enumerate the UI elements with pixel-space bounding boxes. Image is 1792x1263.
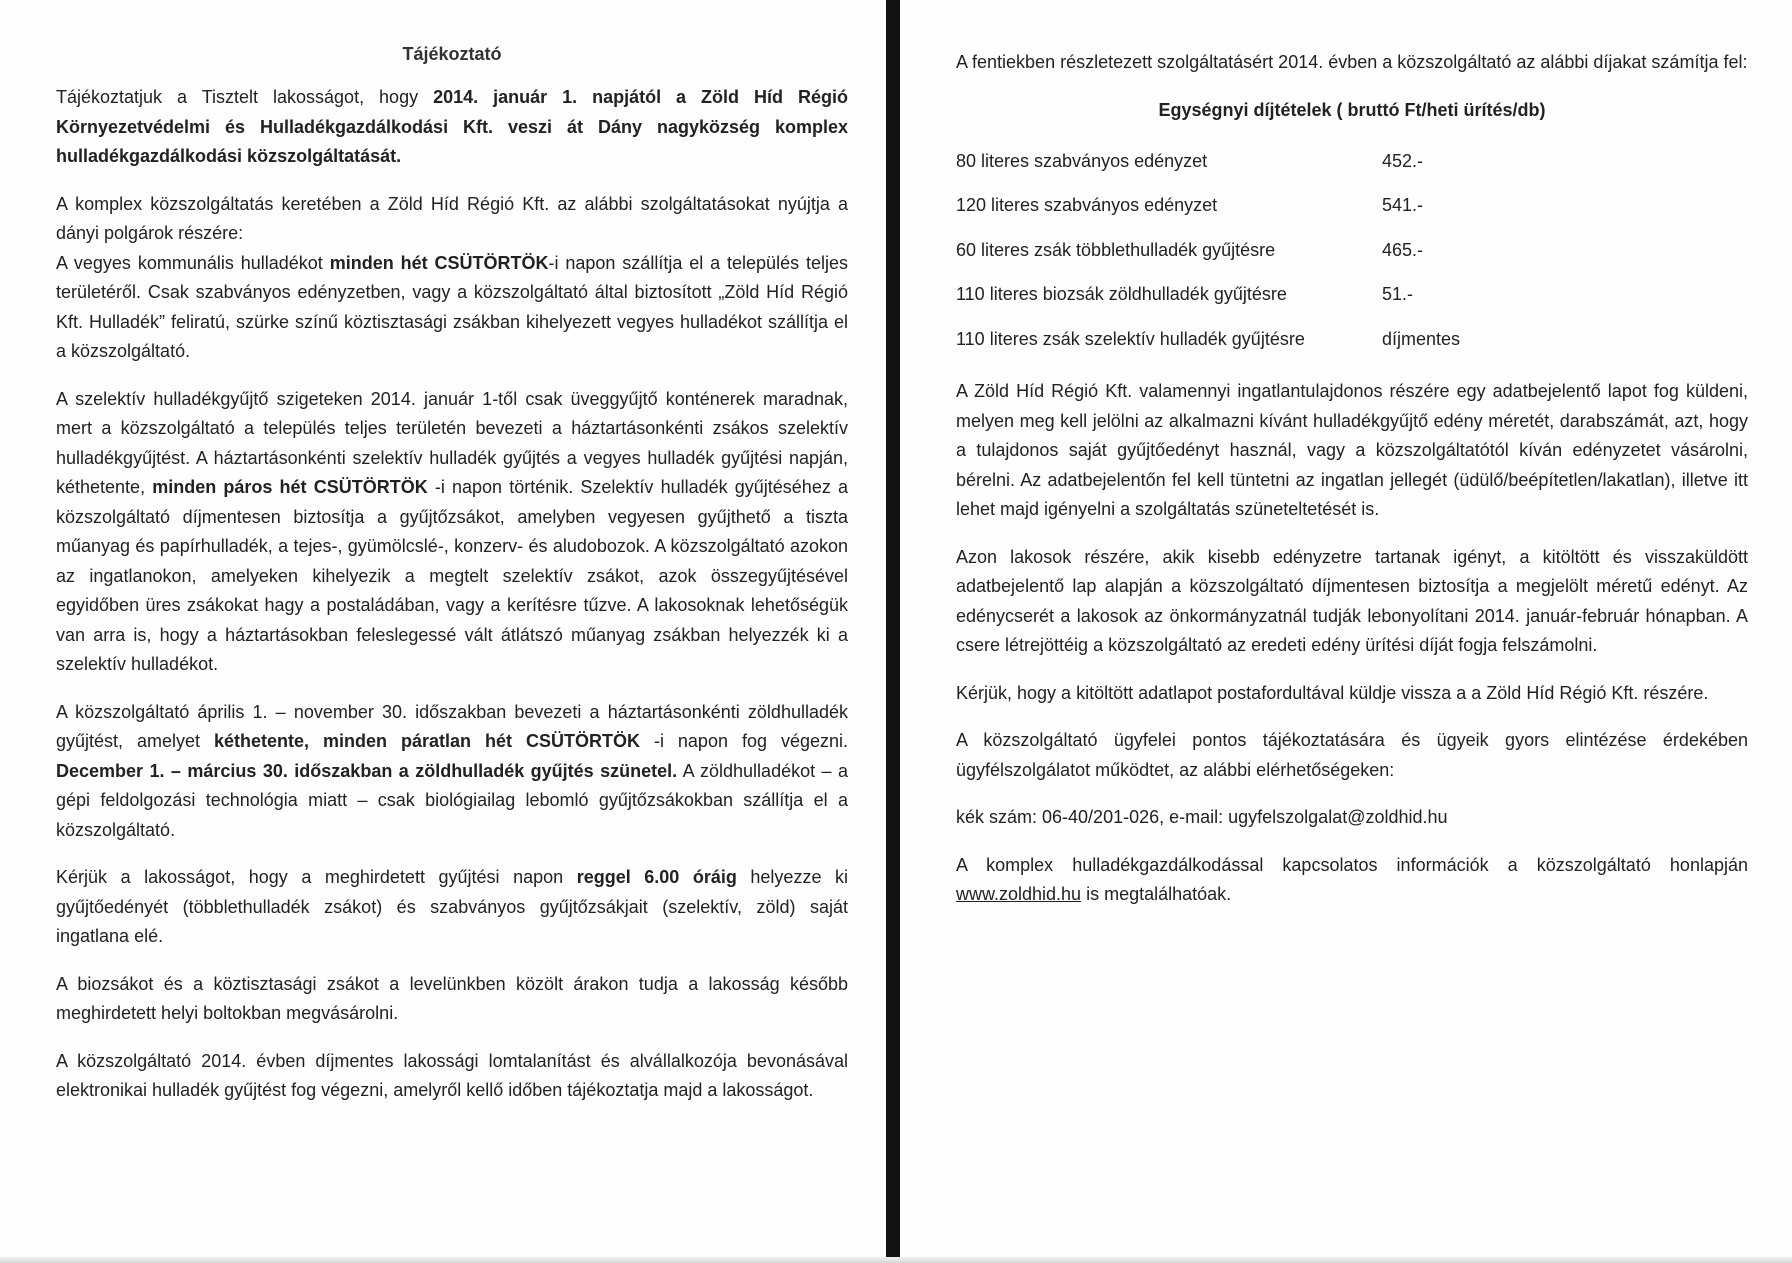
- scan-bottom-edge: [0, 1257, 1792, 1263]
- mixed-waste-paragraph: [56, 249, 848, 367]
- intro-paragraph: [56, 83, 848, 172]
- website-text-a: A komplex hulladékgazdálkodással kapcsolatos információk a közszolgáltató honlapján: [956, 854, 1748, 875]
- fees-intro-paragraph: A fentiekben részletezett szolgáltatásért 2014. évben a közszolgáltató az alábbi díjakat számítja fel:: [956, 52, 1748, 72]
- intro-text: Tájékoztatjuk a Tisztelt lakosságot, hogy: [56, 87, 434, 107]
- selective-day: minden páros hét CSÜTÖRTÖK: [152, 477, 428, 497]
- fee-table: [956, 139, 1748, 362]
- collection-time: reggel 6.00 óráig: [576, 867, 737, 887]
- collection-text-a: Kérjük a lakosságot, hogy a meghirdetett gyűjtési napon: [56, 867, 577, 887]
- page-divider: [886, 0, 900, 1263]
- selective-text-a: A szelektív hulladékgyűjtő szigeteken 2014. január 1-től csak üveggyűjtő konténerek maradnak, mert a közszolgáltató a település teljes területén bevezeti a háztartásonkénti zsákos szelektív hulladékgyűjtést. A háztartásonkénti szelektív hulladék gyűjtés a vegyes hulladék gyűjtési napján, kéthetente,: [56, 388, 848, 497]
- website-link[interactable]: www.zoldhid.hu: [956, 884, 1082, 904]
- fee-table-heading: Egységnyi díjtételek ( bruttó Ft/heti ürítés/db): [1158, 99, 1546, 120]
- fee-row: [956, 228, 1748, 273]
- fee-name: 110 literes zsák szelektív hulladék gyűjtésre: [956, 328, 1305, 349]
- fee-name: 120 literes szabványos edényzet: [956, 195, 1218, 215]
- customer-service-paragraph: A közszolgáltató ügyfelei pontos tájékoztatására és ügyeik gyors elintézése érdekében ügyfélszolgálatot működtet, az alábbi elérhetőségeken:: [956, 730, 1748, 780]
- return-form-paragraph: Kérjük, hogy a kitöltött adatlapot postafordultával küldje vissza a a Zöld Híd Régió Kft. részére.: [956, 682, 1709, 703]
- fee-price: díjmentes: [1382, 328, 1461, 349]
- document-title: Tájékoztató: [402, 44, 502, 64]
- mixed-waste-text-a: A vegyes kommunális hulladékot: [56, 252, 330, 273]
- fee-row: [956, 139, 1748, 184]
- selective-waste-paragraph: [56, 385, 848, 680]
- green-day: kéthetente, minden páratlan hét CSÜTÖRTÖK: [214, 731, 640, 751]
- fee-price: 452.-: [1382, 150, 1424, 171]
- selective-text-c: -i napon történik. Szelektív hulladék gyűjtéséhez a közszolgáltató díjmentesen biztosítja a gyűjtőzsákot, amelyben vegyesen gyűjthető a tiszta műanyag és papírhulladék, a tejes-, gyümölcslé-, konzerv- és aludobozok. A közszolgáltató azokon az ingatlanokon, amelyeken kihelyezik a megtelt szelektív zsákot, azok összegyűjtésével egyidőben üres zsákokat hagy a postaládában, vagy a kerítésre tűzve. A lakosoknak lehetőségük van arra is, hogy a háztartásokban feleslegessé vált átlátszó műanyag zsákban helyezzék ki a szelektív hulladékot.: [56, 477, 848, 674]
- intro-space: [493, 117, 508, 137]
- intro-bold-date-company: 2014. január 1. napjától a Zöld Híd Régió Környezetvédelmi és Hulladékgazdálkodási Kft.: [56, 87, 848, 137]
- fee-row: [956, 272, 1748, 317]
- fee-row: [956, 317, 1748, 362]
- fee-price: 51.-: [1382, 284, 1414, 304]
- green-pause-period: December 1. – március 30. időszakban a zöldhulladék gyűjtés szünetel.: [56, 760, 678, 781]
- green-text-e: A zöldhulladékot – a gépi feldolgozási technológia miatt – csak biológiailag lebomló gyűjtőzsákokban szállítja el a közszolgáltató.: [56, 760, 848, 840]
- fee-name: 80 literes szabványos edényzet: [956, 150, 1208, 171]
- bags-purchase-paragraph: A biozsákot és a köztisztasági zsákot a levelünkben közölt árakon tudja a lakosság később meghirdetett helyi boltokban megvásárolni.: [56, 973, 848, 1023]
- green-text-a: A közszolgáltató április 1. – november 30. időszakban bevezeti a háztartásonkénti zöldhulladék gyűjtést, amelyet: [56, 701, 848, 751]
- left-page: [0, 0, 886, 1263]
- collection-text-c: helyezze ki gyűjtőedényét (többlethulladék zsákot) és szabványos gyűjtőzsákjait (szelektív, zöld) saját ingatlana elé.: [56, 867, 849, 946]
- website-paragraph: [956, 851, 1748, 910]
- fee-row: [956, 183, 1748, 228]
- mixed-waste-day: minden hét CSÜTÖRTÖK: [329, 252, 549, 273]
- intro-bold-service: veszi át Dány nagyközség komplex hulladékgazdálkodási közszolgáltatását.: [56, 116, 848, 166]
- fee-price: 465.-: [1382, 239, 1424, 260]
- right-page: [900, 0, 1792, 1263]
- green-text-c: -i napon fog végezni.: [639, 731, 848, 751]
- container-exchange-paragraph: Azon lakosok részére, akik kisebb edényzetre tartanak igényt, a kitöltött és visszaküldött adatbejelentő lap alapján a közszolgáltató díjmentesen biztosítja a megjelölt méretű edényt. Az edénycserét a lakosok az önkormányzatnál tudják lebonyolítani 2014. január-február hónapban. A csere létrejöttéig a közszolgáltató az eredeti edény ürítési díját fogja felszámolni.: [956, 546, 1748, 655]
- fee-name: 110 literes biozsák zöldhulladék gyűjtésre: [956, 284, 1287, 304]
- website-text-b: is megtalálhatóak.: [1081, 884, 1232, 904]
- fee-name: 60 literes zsák többlethulladék gyűjtésre: [956, 239, 1276, 260]
- collection-time-paragraph: [56, 863, 848, 952]
- bulky-waste-paragraph: A közszolgáltató 2014. évben díjmentes lakossági lomtalanítást és alvállalkozója bevonásával elektronikai hulladék gyűjtést fog végezni, amelyről kellő időben tájékoztatja majd a lakosságot.: [56, 1050, 848, 1100]
- data-sheet-paragraph: A Zöld Híd Régió Kft. valamennyi ingatlantulajdonos részére egy adatbejelentő lapot fog küldeni, melyen meg kell jelölni az alkalmazni kívánt hulladékgyűjtő edény méretét, darabszámát, azt, hogy a tulajdonos saját gyűjtőedényt használ, vagy a közszolgáltatótól kíván edényzetet vásárolni, bérelni. Az adatbejelentőn fel kell tüntetni az ingatlan jellegét (üdülő/beépítetlen/lakatlan), illetve itt lehet majd igényelni a szolgáltatás szüneteltetését is.: [956, 381, 1748, 519]
- services-intro-paragraph: A komplex közszolgáltatás keretében a Zöld Híd Régió Kft. az alábbi szolgáltatásokat nyújtja a dányi polgárok részére:: [56, 193, 848, 243]
- mixed-waste-text-c: -i napon szállítja el a település teljes területéről. Csak szabványos edényzetben, vagy a közszolgáltató által biztosított „Zöld Híd Régió Kft. Hulladék” feliratú, szürke színű köztisztasági zsákban kihelyezett vegyes hulladékot szállítja el a közszolgáltató.: [56, 252, 848, 361]
- contact-line: kék szám: 06-40/201-026, e-mail: ugyfelszolgalat@zoldhid.hu: [956, 807, 1448, 827]
- green-waste-paragraph: [56, 698, 848, 846]
- fee-price: 541.-: [1382, 195, 1424, 215]
